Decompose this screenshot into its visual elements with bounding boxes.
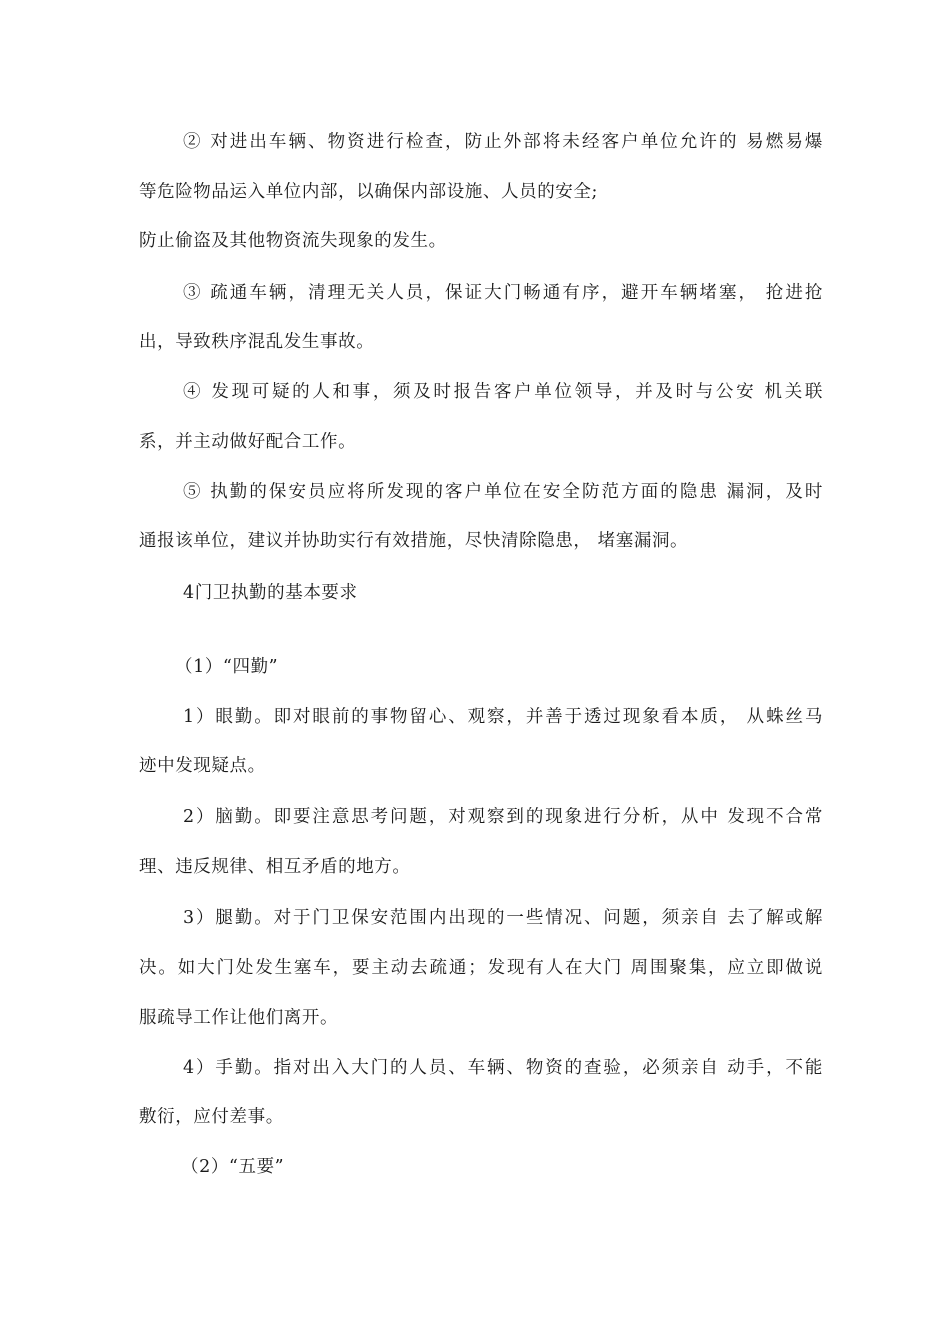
paragraph-line: 4）手勤。指对出入大门的人员、车辆、物资的查验，必须亲自 动手，不能 (183, 1058, 823, 1078)
paragraph-line: ③ 疏通车辆，清理无关人员，保证大门畅通有序，避开车辆堵塞， 抢进抢 (183, 283, 823, 303)
paragraph-line: 服疏导工作让他们离开。 (139, 1008, 339, 1028)
paragraph-line: ⑤ 执勤的保安员应将所发现的客户单位在安全防范方面的隐患 漏洞，及时 (183, 482, 823, 502)
paragraph-line: 通报该单位，建议并协助实行有效措施，尽快清除隐患， 堵塞漏洞。 (139, 531, 689, 551)
paragraph-line: 理、违反规律、相互矛盾的地方。 (139, 857, 411, 877)
paragraph-line: 敷衍，应付差事。 (139, 1107, 284, 1127)
paragraph-line: 等危险物品运入单位内部，以确保内部设施、人员的安全; (139, 182, 598, 202)
section-heading: 4门卫执勤的基本要求 (183, 583, 358, 603)
paragraph-line: 2）脑勤。即要注意思考问题，对观察到的现象进行分析，从中 发现不合常 (183, 807, 823, 827)
subsection-heading: （1）“四勤” (175, 657, 279, 677)
paragraph-line: 系，并主动做好配合工作。 (139, 432, 357, 452)
paragraph-line: 1）眼勤。即对眼前的事物留心、观察，并善于透过现象看本质， 从蛛丝马 (183, 707, 823, 727)
paragraph-line: ② 对进出车辆、物资进行检查，防止外部将未经客户单位允许的 易燃易爆 (183, 132, 823, 152)
paragraph-line: ④ 发现可疑的人和事，须及时报告客户单位领导，并及时与公安 机关联 (183, 382, 823, 402)
paragraph-line: 防止偷盗及其他物资流失现象的发生。 (139, 231, 447, 251)
paragraph-line: 迹中发现疑点。 (139, 756, 266, 776)
paragraph-line: 出，导致秩序混乱发生事故。 (139, 332, 375, 352)
subsection-heading: （2）“五要” (181, 1157, 285, 1177)
paragraph-line: 决。如大门处发生塞车，要主动去疏通；发现有人在大门 周围聚集，应立即做说 (139, 958, 823, 978)
paragraph-line: 3）腿勤。对于门卫保安范围内出现的一些情况、问题，须亲自 去了解或解 (183, 908, 823, 928)
